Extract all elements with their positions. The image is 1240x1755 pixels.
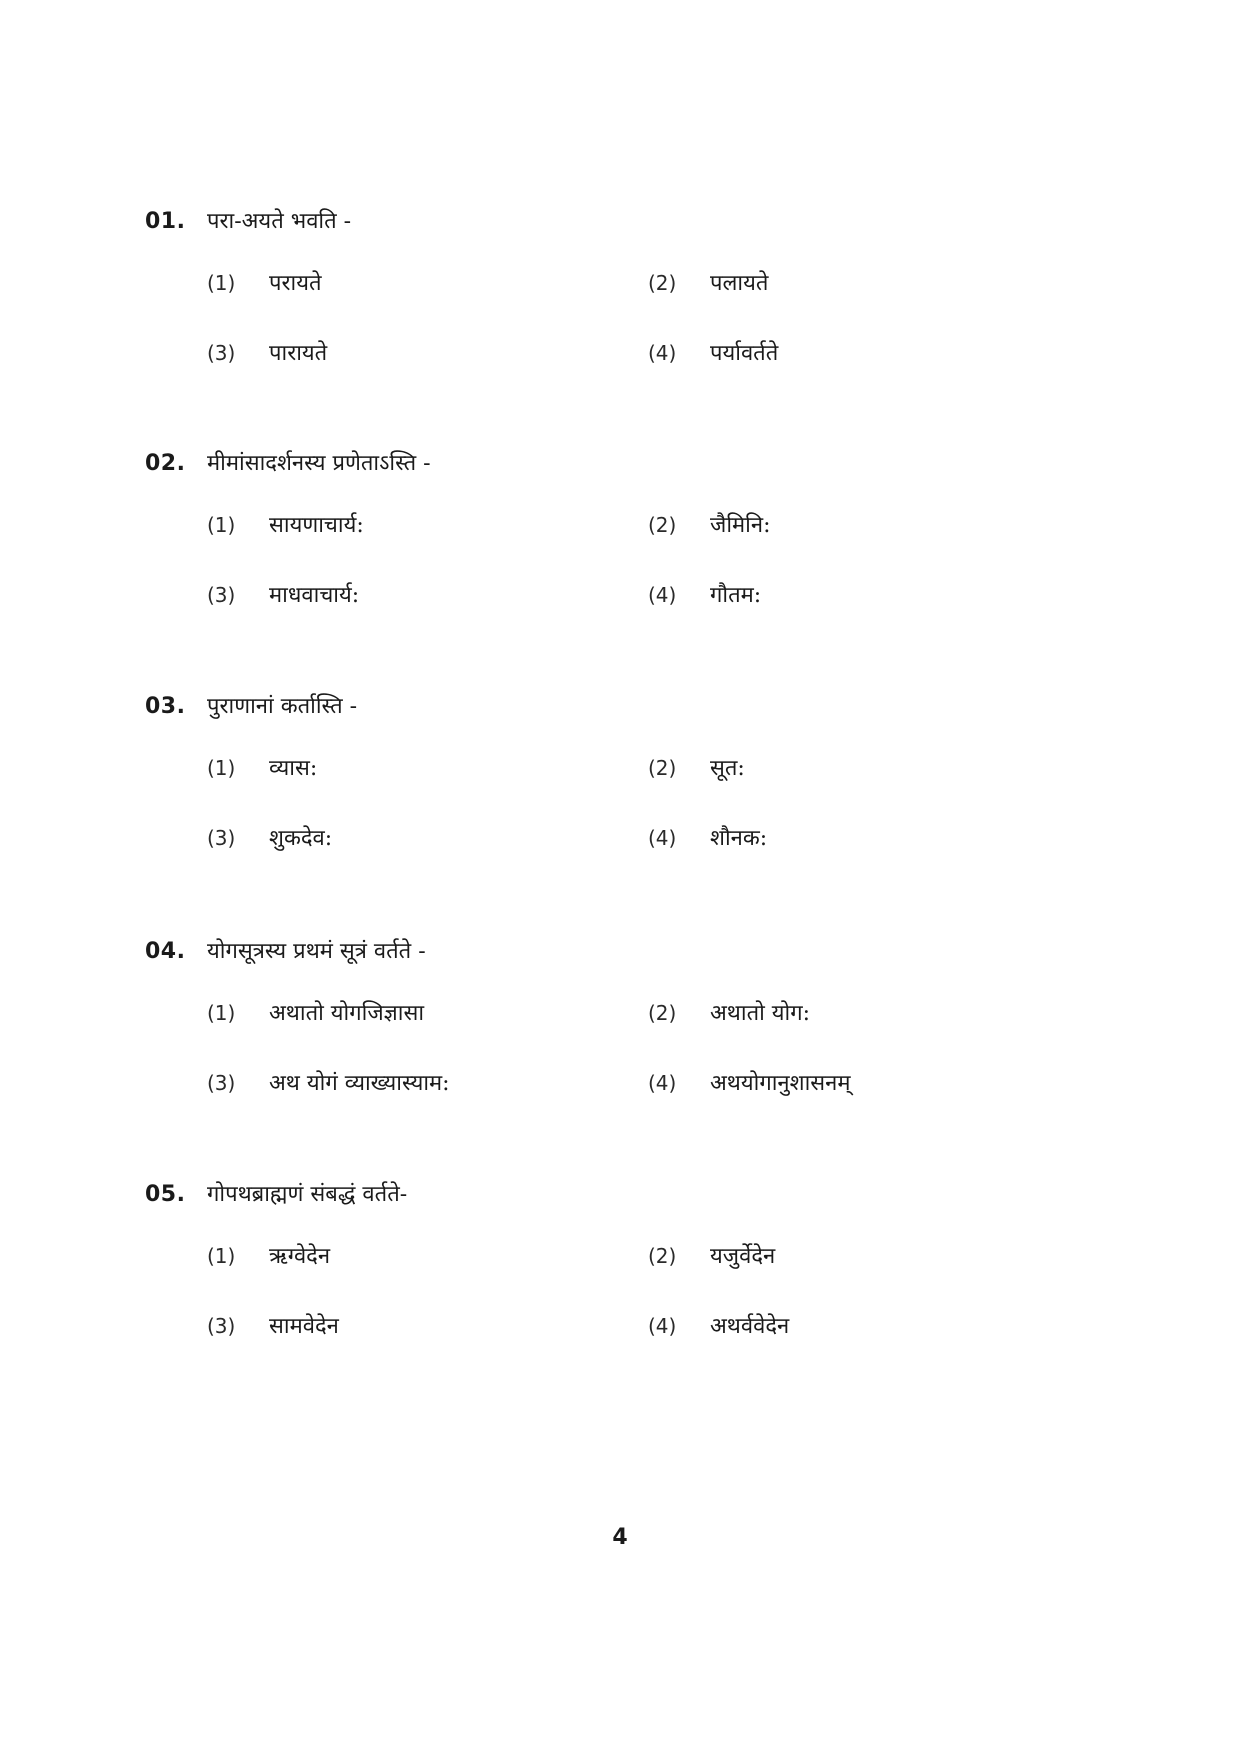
page-number: 4 xyxy=(612,1525,628,1550)
option-3 xyxy=(207,579,359,609)
option-2 xyxy=(648,997,810,1027)
option-4 xyxy=(648,337,778,367)
option-1 xyxy=(207,752,317,782)
option-row xyxy=(145,800,1145,870)
option-3 xyxy=(207,822,332,852)
option-text: माधवाचार्य: xyxy=(269,583,360,608)
option-number: (2) xyxy=(648,1244,677,1268)
option-4 xyxy=(648,1067,851,1097)
option-row xyxy=(145,245,1145,315)
question-number: 04. xyxy=(145,939,186,964)
option-text: सूत: xyxy=(710,756,745,781)
option-row xyxy=(145,557,1145,627)
option-row xyxy=(145,1218,1145,1288)
option-number: (2) xyxy=(648,513,677,537)
question-text: मीमांसादर्शनस्य प्रणेताऽस्ति - xyxy=(207,451,431,476)
option-text: अथातो योगजिज्ञासा xyxy=(269,1001,425,1026)
question-header xyxy=(145,1178,1145,1218)
option-number: (3) xyxy=(207,1314,236,1338)
option-1 xyxy=(207,997,424,1027)
option-text: शौनक: xyxy=(710,826,768,851)
option-number: (3) xyxy=(207,341,236,365)
option-number: (3) xyxy=(207,1071,236,1095)
option-text: सामवेदेन xyxy=(269,1314,339,1339)
option-4 xyxy=(648,1310,789,1340)
option-number: (1) xyxy=(207,756,236,780)
question-header xyxy=(145,935,1145,975)
option-1 xyxy=(207,1240,330,1270)
option-text: अथ योगं व्याख्यास्याम: xyxy=(269,1071,450,1096)
option-row xyxy=(145,1288,1145,1358)
option-number: (4) xyxy=(648,583,677,607)
option-row xyxy=(145,975,1145,1045)
option-text: ऋग्वेदेन xyxy=(269,1244,331,1269)
option-number: (4) xyxy=(648,1071,677,1095)
question-number: 02. xyxy=(145,451,186,476)
question-number: 05. xyxy=(145,1182,186,1207)
question-text: योगसूत्रस्य प्रथमं सूत्रं वर्तते - xyxy=(207,939,426,964)
option-number: (1) xyxy=(207,1001,236,1025)
option-3 xyxy=(207,1310,339,1340)
option-text: परायते xyxy=(269,271,322,296)
option-number: (1) xyxy=(207,1244,236,1268)
option-text: शुकदेव: xyxy=(269,826,333,851)
option-row xyxy=(145,487,1145,557)
option-number: (3) xyxy=(207,583,236,607)
option-number: (1) xyxy=(207,513,236,537)
question-number: 03. xyxy=(145,694,186,719)
question-text: पुराणानां कर्तास्ति - xyxy=(207,694,358,719)
option-number: (2) xyxy=(648,271,677,295)
option-2 xyxy=(648,752,745,782)
option-number: (3) xyxy=(207,826,236,850)
option-text: जैमिनि: xyxy=(710,513,771,538)
option-1 xyxy=(207,509,364,539)
question-3 xyxy=(145,690,1145,870)
option-3 xyxy=(207,1067,450,1097)
option-number: (1) xyxy=(207,271,236,295)
question-2 xyxy=(145,447,1145,627)
option-4 xyxy=(648,579,761,609)
option-text: गौतम: xyxy=(710,583,762,608)
question-header xyxy=(145,690,1145,730)
question-number: 01. xyxy=(145,209,186,234)
question-1 xyxy=(145,205,1145,385)
option-row xyxy=(145,1045,1145,1115)
option-text: व्यास: xyxy=(269,756,318,781)
option-2 xyxy=(648,267,768,297)
question-5 xyxy=(145,1178,1145,1358)
option-text: पर्यावर्तते xyxy=(710,341,779,366)
option-3 xyxy=(207,337,327,367)
option-1 xyxy=(207,267,322,297)
option-4 xyxy=(648,822,767,852)
option-text: यजुर्वेदेन xyxy=(710,1244,776,1269)
option-text: अथयोगानुशासनम् xyxy=(710,1071,851,1096)
question-header xyxy=(145,447,1145,487)
question-text: परा-अयते भवति - xyxy=(207,209,352,234)
question-header xyxy=(145,205,1145,245)
option-number: (4) xyxy=(648,826,677,850)
option-number: (4) xyxy=(648,1314,677,1338)
option-2 xyxy=(648,1240,775,1270)
option-text: पलायते xyxy=(710,271,769,296)
option-text: पारायते xyxy=(269,341,328,366)
option-text: अथर्ववेदेन xyxy=(710,1314,790,1339)
option-text: सायणाचार्य: xyxy=(269,513,364,538)
option-2 xyxy=(648,509,771,539)
option-row xyxy=(145,315,1145,385)
option-number: (4) xyxy=(648,341,677,365)
option-row xyxy=(145,730,1145,800)
question-text: गोपथब्राह्मणं संबद्धं वर्तते- xyxy=(207,1182,408,1207)
option-number: (2) xyxy=(648,756,677,780)
option-text: अथातो योग: xyxy=(710,1001,811,1026)
option-number: (2) xyxy=(648,1001,677,1025)
question-4 xyxy=(145,935,1145,1115)
